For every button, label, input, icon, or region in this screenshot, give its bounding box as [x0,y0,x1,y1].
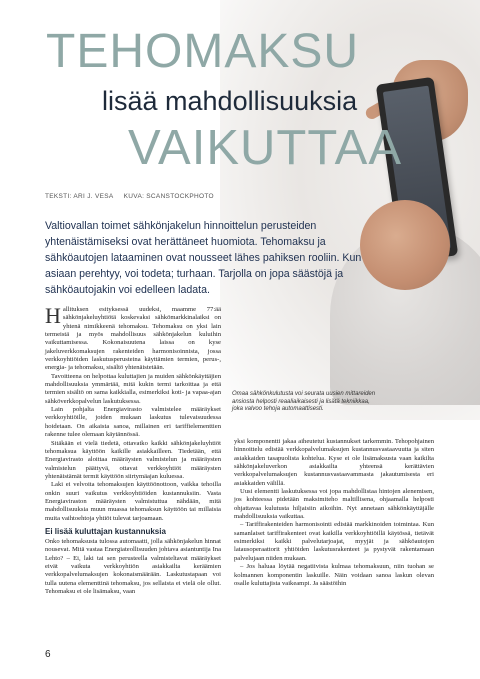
drop-cap: H [45,303,61,328]
photo-credit: KUVA: SCANSTOCKPHOTO [123,193,214,200]
article-column-1 [45,303,221,596]
paragraph [45,303,221,373]
paragraph: Laki ei velvoita tehomaksujen käyttöönottoon, vaikka tehoilla onkin suuri vaikutus verkkoyhtiöiden kustannuksiin. Vasta Energiaviraston määräysten valmistuttua nähdään, mitä mahdollisuuksia muun muassa tehomaksun käyttöön tai millaisia muita vaihtoehtoja yhtiöt tulevat tarjoamaan. [45,481,221,522]
paragraph: Lain pohjalta Energiavirasto valmistelee määräykset verkkoyhtiöille, joiden mukaan laskutus tulevaisuudessa hoidetaan. On aikaista sanoa, millainen eri tariffielementtien rakenne tulee olemaan käytännössä. [45,406,221,439]
text-credit: TEKSTI: ARI J. VESA [45,193,114,200]
lead-paragraph: Valtiovallan toimet sähkönjakelun hinnoittelun perusteiden yhtenäistämiseksi ovat herättäneet huomiota. Tehomaksu ja sähköautojen lataaminen ovat nousseet lähes pahiksen rooliin. Kun asiaan perehtyy, voi todeta; turhaan. Tarjolla on jopa säästöjä ja sähköautojakin voi edelleen ladata. [45,220,362,296]
headline-line-1: TEHOMAKSU [46,25,360,78]
page-number: 6 [45,649,51,660]
credits [45,193,222,200]
paragraph: – Jos haluaa löytää negatiivista kulmaa tehomaksuun, niin tuohan se kolmannen komponentin laskuille. Näin voidaan sanoa laskun olevan osalle kuluttajista vaikeampi. Ja säästöihin [234,563,434,587]
paragraph: Sitäkään ei vielä tiedetä, ottavatko kaikki sähkönjakeluyhtiöt tehomaksua käyttöön kaikille asiakkailleen. Tiedetään, että Energiavirasto aloittaa määräysten valmistelun ja määräysten valmistelun päättyvä, ottavat verkkoyhtiöt määräysten yhtenäistämät termit käyttöön siirtymäajan kuluessa. [45,439,221,480]
paragraph: Uusi elementti laskutuksessa voi jopa mahdollistaa hintojen alenemisen, jos kohteessa pidetään maksimiteho maltillisena, ohjaamalla helposti ohjattavaa kulutusta hiljaisiin aikoihin. Nyt annetaan sähkönkäyttäjälle mahdollisuuksia vaikuttaa. [234,488,434,521]
photo-caption: Omaa sähkönkulutusta voi seurata uusien mittareiden ansiosta helposti reaaliaikaisesti ja lisätä tekniikkaa, joka valvoo tehoja automaattisesti. [232,391,376,413]
headline-line-2: lisää mahdollisuuksia [102,86,358,116]
paragraph: Tavoitteena on helpottaa kuluttajien ja muiden sähkönkäyttäjien mahdollisuuksia ymmärtää, mitä kukin termi tarkoittaa ja että termien sisältö on sama kaikkialla, esimerkiksi koti- ja vapaa-ajan sähköverkkopalvelun laskutuksessa. [45,372,221,405]
paragraph: – Tariffirakenteiden harmonisointi edistää markkinoiden toimintaa. Kun samanlaiset tariffirakenteet ovat kaikilla verkkoyhtiöillä käytössä, tietävät esimerkiksi kaikki palvelutarjoajat, myyjät ja sähköautojen latausoperaattorit yhtiöiden laskutusrakenteet ja pystyvät rakentamaan palvelujaan niiden mukaan. [234,521,434,562]
article-column-2 [234,438,434,588]
paragraph: yksi komponentti jakaa aiheutetut kustannukset tarkemmin. Tehopohjainen hinnoittelu edistää verkkopalvelumaksujen kustannusvastaavuutta ja siten asiakkaiden tasapuolista kohtelua. Kyse ei ole lisämaksusta vaan kaikilta sähkönjakeluverkon asiakkailta yhteensä kerättävien verkkopalvelumaksujen kustannusvastaavammasta jakautumisesta eri asiakkaiden välillä. [234,438,434,487]
subheading: Ei lisää kuluttajan kustannuksia [45,526,166,536]
paragraph-text: allituksen esityksessä uudeksi, maamme 77:ää sähkönjakeluyhtiötä koskevaksi sähkömarkkinalaiksi on yhtenä nimikkeenä tehomaksu. Tehomaksu on yksi lain termeistä ja myös mahdollisuus sähkönjakelun kuluihin vaikuttamisessa. Kokonaisuutena laissa on kyse jakeluverkkomaksujen rakenteiden harmonisoinnista, jossa verkkoyhtiöiden laskutusperusteina käyttämien termien, perus-, energia- ja tehomaksu, sisältö yhtenäistetään. [45,306,221,372]
paragraph: Onko tehomaksusta tulossa automaatti, jolla sähkönjakelun hinnat nousevat. Mitä vastaa Energiateollisuuden johtava asiantuntija Ina Lehto? – Ei, laki tai sen perusteella valmisteltavat määräykset eivät vaikuta verkkoyhtiön asiakkailta keräämien verkkopalvelumaksujen kokonaismäärään. Laskutustapaan voi tulla uutena elementtinä tehomaksu, jos sellaista ei vielä ole ollut. Tehomaksu ei ole lisämaksu, vaan [45,537,221,595]
headline-line-3: VAIKUTTAA [128,121,403,175]
